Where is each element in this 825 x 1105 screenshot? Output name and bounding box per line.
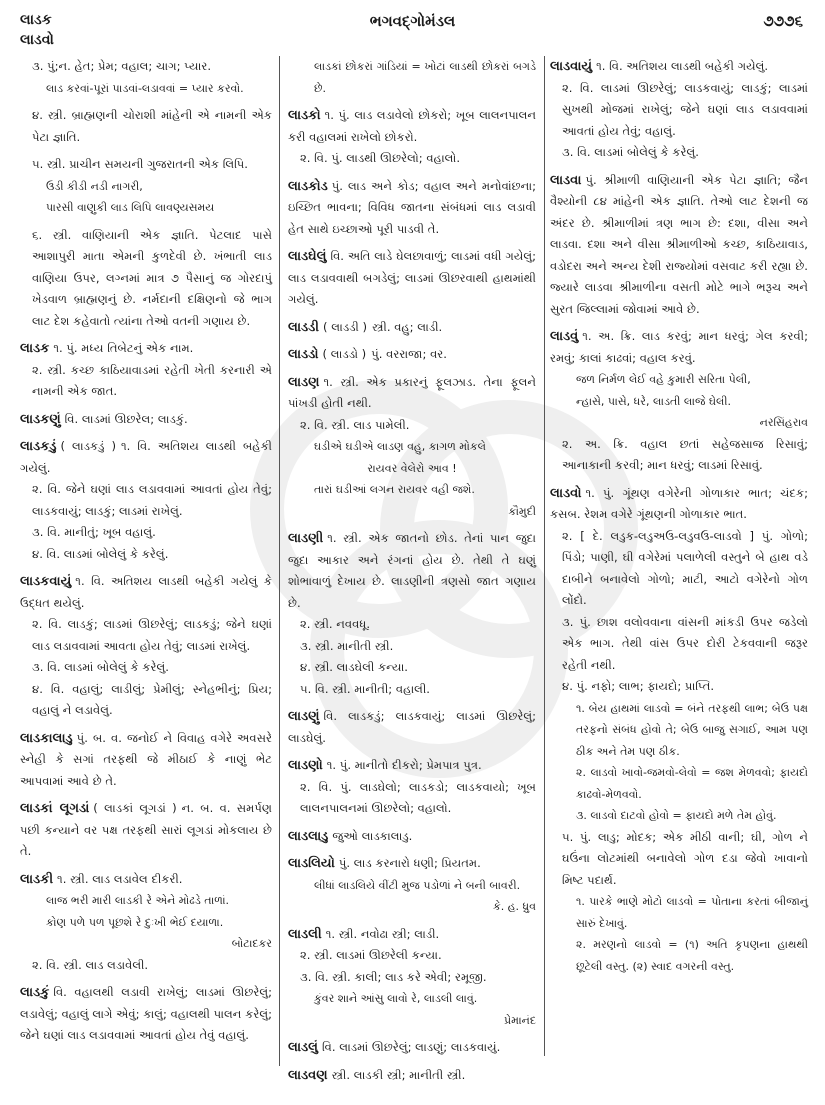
headword: લાડણી	[288, 531, 324, 546]
dictionary-entry	[20, 338, 272, 403]
headword: લાડકોડ	[288, 178, 328, 194]
sense-definition: વિ. લાડમાં ઊછરેલું; લાડણું; લાડકવાયું.	[321, 1040, 501, 1054]
headword: લાડલિયો	[288, 856, 335, 871]
headword: લાડવો	[550, 485, 582, 501]
headword: લાડડો	[288, 347, 319, 362]
variant-spelling: ( લાડકડું )	[60, 439, 116, 453]
sense-definition: ૫. સ્ત્રી. પ્રાચીન સમયની ગુજરાતની એક લિપિ.	[32, 157, 248, 171]
headword: લાડકાં લૂગડાં	[20, 801, 90, 816]
column-left	[20, 56, 272, 1053]
sense-definition: ૧. પું. મધ્ય તિબેટનું એક નામ.	[53, 341, 194, 355]
guide-word-last: લાડવો	[20, 32, 54, 48]
headword: લાડવણ	[288, 1067, 328, 1083]
guide-word-first: લાડક	[20, 12, 52, 28]
dictionary-title: ભગવદ્ગોમંડલ	[369, 12, 456, 30]
sense-definition: પું. શ્રીમાળી વાણિયાની એક પેટા જ્ઞાતિ; જૈન વૈશ્યોની ૮૪ માંહેની એક જ્ઞાતિ. તેઓ લાટ દેશની જ અંદર છે. શ્રીમાળીમાં ત્રણ ભાગ છે: દશા, વીસા અને લાડવા. દશા અને વીસા શ્રીમાળીઓ કચ્છ, કાઠિયાવાડ, વડોદરા અને અન્ય દેશી રાજ્યોમાં વસવાટ કરી રહ્યા છે. જ્યારે લાડવા શ્રીમાળીના વસતી મોટે ભાગે ભરૂચ અને સુરત જિલ્લામાં જોવામાં આવે છે.	[550, 172, 808, 316]
quotation: ૨. મરણનો લાડવો = (૧) અતિ કૃપણના હાથથી છૂટેલી વસ્તુ. (૨) સ્વાદ વગરની વસ્તુ.	[576, 938, 808, 973]
sense-definition: પું. લાડ અને કોડ; વહાલ અને મનોવાંછના; ઇચ્છિત ભાવના; વિવિધ જાતના સંબંધમાં લાડ લડાવી હેત સાથે ઇચ્છાઓ પૂરી પાડવી તે.	[288, 178, 536, 236]
sense-definition: ૨. [ દે. લડુક-લડુઅઉ-લડુવઉ-લાડવો ] પું. ગોળો; પિંડો; પાણી, ઘી વગેરેમાં પલાળેલી વસ્તુને બે હાથ વડે દાબીને બનાવેલો ગોળો; માટી, આટો વગેરેનો ગોળ લોંદો.	[562, 528, 808, 607]
sense-definition: પું. બ. વ. જનોઈ ને વિવાહ વગેરે અવસરે સ્નેહી કે સગાં તરફથી જે મીઠાઈ કે નાણું ભેટ આપવામાં આવે છે તે.	[20, 730, 272, 788]
headword: લાડવા	[550, 172, 582, 188]
sense-definition: ૨. અ. ક્રિ. વહાલ છતાં સહેજસાજ રિસાવું; આનાકાની કરવી; માન ધરવું; લાડમાં રિસાવું.	[562, 436, 808, 472]
sense-definition: ૪. સ્ત્રી. બ્રાહ્મણની ચોરાશી માંહેની એ નામની એક પેટા જ્ઞાતિ.	[32, 108, 272, 144]
sense-definition: ૨. વિ. પું. લાડથી ઊછરેલો; વહાલો.	[300, 151, 461, 165]
dictionary-entry	[288, 344, 536, 366]
variant-spelling: ( લાડકાં લૂગડાં )	[93, 801, 177, 815]
sense-definition: ૨. વિ. સ્ત્રી. લાડ પામેલી.	[300, 417, 410, 432]
sense-definition: ૩. પું;ન. હેત; પ્રેમ; વહાલ; ચાગ; પ્યાર.	[32, 59, 212, 73]
sense-definition: ૨. સ્ત્રી. નવવધૂ.	[300, 617, 371, 631]
sense-definition: ૩. સ્ત્રી. માનીતી સ્ત્રી.	[300, 638, 394, 653]
quotation: લાજ ભરી મારી લાડકી રે એને મોઢડે તાળાં.	[46, 894, 230, 907]
dictionary-entry	[20, 154, 272, 219]
sense-definition: વિ. અતિ લાડે ઘેલછાવાળું; લાડમાં વધી ગયેલું; લાડ લડાવવાથી બગડેલું; લાડમાં ઊછરવાથી હાથમાંથી ગયેલું.	[288, 249, 536, 306]
page-number: ૭૭૭૬	[763, 12, 803, 30]
sense-definition: ૩. પું. છાશ વલોવવાના વાંસની માંકડી ઉપર જડેલો એક ભાગ. તેથી વાંસ ઉપર દોરી ટેકવવાની જરૂર રહેતી નથી.	[562, 614, 808, 672]
dictionary-entry	[20, 409, 272, 431]
headword: લાડલી	[288, 926, 322, 942]
quotation-author: નરસિંહરાવ	[759, 416, 808, 429]
dictionary-entry	[288, 1065, 536, 1087]
page-header	[0, 0, 825, 50]
sense-definition: ન. બ. વ. સમર્પણ પછી કન્યાને વર પક્ષ તરફથી સારાં લૂગડાં મોકલાય છે તે.	[20, 801, 272, 858]
sense-definition: સ્ત્રી. લાડકી સ્ત્રી; માનીતી સ્ત્રી.	[331, 1067, 466, 1082]
quotation: ઘડીએ ઘડીએ લાડણ વહુ, કાગળ મોકલે	[314, 440, 486, 453]
headword: લાડણો	[288, 758, 323, 773]
column-middle	[288, 56, 536, 1092]
variant-spelling: ( લાડડો )	[322, 347, 367, 361]
quotation: કોણ પળે પળ પૂછશે રે દુઃખી ભેઈ દયાળા.	[46, 915, 224, 929]
dictionary-entry	[288, 706, 536, 749]
dictionary-entry	[288, 317, 536, 339]
dictionary-entry	[20, 869, 272, 977]
dictionary-entry	[550, 56, 808, 164]
sense-definition: સ્ત્રી. વહુ; લાડી.	[372, 319, 443, 334]
sense-definition: ૨. વિ. લાડમાં ઊછરેલું; લાડકવાયું; લાડકું; લાડમાં સુખથી મોજમાં રાખેલું; જેને ઘણાં લાડ લડાવવામાં આવતાં હોય તેવું; વહાલું.	[562, 80, 808, 138]
dictionary-entry	[20, 225, 272, 333]
sense-definition: ૧. સ્ત્રી. એક પ્રકારનું ફૂલઝાડ. તેના ફૂલને પાંખડી હોતી નથી.	[288, 374, 536, 410]
quotation: ૧. બેય હાથમાં લાડવો = બંને તરફથી લાભ; બેઉ પક્ષ તરફનો સંબંધ હોવો તે; બેઉ બાજુ સગાઈ, આમ પણ ઠીક અને તેમ પણ ઠીક.	[576, 701, 808, 758]
quotation: રાયવર વેલેરો આવ !	[367, 461, 457, 475]
dictionary-entry	[288, 372, 536, 523]
quotation-author: પ્રેમાનંદ	[504, 1013, 536, 1027]
headword: લાડલાડુ	[288, 828, 329, 844]
sense-definition: ૬. સ્ત્રી. વાણિયાની એક જ્ઞાતિ. પેટલાદ પાસે આશાપુરી માતા એમની કુળદેવી છે. ખંભાતી લાડ વાણિયા ઉપર, લગ્નમાં માત્ર ૭ પૈસાનું જ ગોરદાપું ખેડવાળ બ્રાહ્મણનું છે. નર્મદાની દક્ષિણનો જે ભાગ લાટ દેશ કહેવાતો ત્યાંના તેઓ વતની ગણાય છે.	[32, 227, 272, 328]
headword: લાડક	[20, 341, 50, 356]
sense-definition: પું. લાડ કરનારો ધણી; પ્રિયતમ.	[338, 856, 481, 870]
dictionary-entry	[288, 755, 536, 820]
quotation: પારસી વાણુકી લાડ લિપિ લાવણ્યસમય	[46, 201, 215, 214]
sense-definition: ૫. પું. લાડુ; મોદક; એક મીઠી વાની; ઘી, ગોળ ને ઘઉંના લોટમાંથી બનાવેલો ગોળ દડા જેવો ખાવાનો મિષ્ટ પદાર્થ.	[562, 829, 808, 887]
dictionary-entry	[20, 798, 272, 863]
sense-definition: ૧. સ્ત્રી. નવોઢા સ્ત્રી; લાડી.	[325, 926, 440, 941]
sense-definition: ૨. વિ. લાડકું; લાડમાં ઊછરેલું; લાડકડું; જેને ઘણાં લાડ લડાવવામાં આવતા હોય તેવું; લાડમાં રાખેલું.	[32, 617, 272, 653]
sense-definition: વિ. લાડમાં ઊછરેલ; લાડકું.	[64, 411, 188, 426]
headword: લાડકી	[20, 871, 54, 887]
sense-definition: ૩. વિ. લાડમાં બોલેલું કે કરેલું.	[562, 145, 699, 159]
dictionary-entry	[288, 924, 536, 1032]
sense-definition: ૨. સ્ત્રી. કચ્છ કાઠિયાવાડમાં રહેતી ખેતી કરનારી એ નામની એક જાત.	[32, 362, 272, 398]
sense-definition: ૨. સ્ત્રી. લાડમાં ઊછરેલી કન્યા.	[300, 948, 442, 962]
dictionary-entry	[288, 826, 536, 848]
quotation: લાડ કરવાં-પૂરાં પાડવાં-લડાવવાં = પ્યાર કરવો.	[46, 81, 244, 95]
headword: લાડકું	[20, 985, 50, 1000]
column-divider	[279, 56, 280, 1066]
headword: લાડકડું	[20, 439, 57, 454]
sense-definition: વિ. વહાલથી લડાવી રાખેલું; લાડમાં ઊછરેલું; લડાવેલું; વહાલું લાગે એવું; કાલું; વહાલથી પાલન કરેલું; જેને ઘણાં લાડ લડાવવામાં આવતાં હોય તેવું વહાલું.	[20, 985, 272, 1042]
dictionary-entry	[288, 853, 536, 918]
dictionary-entry	[20, 436, 272, 565]
sense-definition: ૧. પું. ગૂંથણ વગેરેની ગોળાકાર ભાત; ચંદક; કસબ. રેશમ વગેરે ગૂંથણની ગોળાકાર ભાત.	[550, 485, 808, 521]
sense-definition: ૧. પું. લાડ લડાવેલો છોકરો; ખૂબ લાલનપાલન કરી વહાલમાં રાખેલો છોકરો.	[288, 108, 536, 144]
sense-definition: ૧. વિ. અતિશય લાડથી બહેકી ગયેલું.	[596, 59, 769, 73]
headword: લાડકાલાડુ	[20, 730, 73, 746]
sense-definition: ૧. વિ. અતિશય લાડથી બહેકી ગયેલું.	[20, 439, 272, 475]
dictionary-entry	[550, 483, 808, 978]
sense-definition: ૪. વિ. વહાલું; લાડીલું; પ્રેમીલું; સ્નેહભીનું; પ્રિય; વહાલું ને લડાવેલું.	[32, 681, 272, 717]
headword: લાડણું	[288, 709, 320, 724]
headword: લાડણ	[288, 374, 320, 390]
dictionary-entry	[20, 571, 272, 722]
sense-definition: જુઓ લાડકાલાડુ.	[332, 828, 413, 843]
quotation: કુંવર શાને આંસુ લાવો રે, લાડલી લાવું.	[314, 992, 478, 1005]
sense-definition: ૧. વિ. અતિશય લાડથી બહેકી ગયેલું કે ઉદ્ધત થયેલું.	[20, 574, 272, 610]
sense-definition: ૩. વિ. લાડમાં બોલેલું કે કરેલું.	[32, 660, 169, 674]
dictionary-entry	[288, 105, 536, 170]
sense-definition: ૨. વિ. પું. લાડઘેલો; લાડકડો; લાડકવાયો; ખૂબ લાલનપાલનમાં ઊછરેલો; વહાલો.	[300, 779, 536, 815]
quotation-author: કૌમુદી	[508, 504, 536, 518]
sense-definition: ૧. પું. માનીતો દીકરો; પ્રેમપાત્ર પુત્ર.	[326, 758, 482, 772]
dictionary-entry	[288, 176, 536, 241]
sense-definition: ૪. પું. નફો; લાભ; ફાયદો; પ્રાપ્તિ.	[562, 679, 715, 693]
headword: લાડલું	[288, 1040, 318, 1055]
dictionary-entry	[20, 105, 272, 148]
sense-definition: ૧. સ્ત્રી. એક જાતનો છોડ. તેનાં પાન જુદા જુદા આકાર અને રંગનાં હોય છે. તેથી તે ઘણું શોભાવાળું દેખાય છે. લાડણીની ત્રણસો જાત ગણાય છે.	[288, 531, 536, 610]
quotation: ૧. પારકે ભાણે મોટો લાડવો = પોતાના કરતાં બીજાનું સારું દેખાવું.	[576, 895, 808, 930]
quotation: લાડકાં છોકરાં ગાંડિયાં = ખોટાં લાડથી છોકરાં બગડે છે.	[314, 60, 536, 95]
quotation: જળ નિર્મળ લેઈ વહે કુમારી સરિતા પેલી,	[576, 373, 751, 386]
dictionary-entry	[20, 982, 272, 1047]
quotation: ન્હાસે, પાસે, ધરે, લાડતી લાજે ઘેલી.	[576, 394, 731, 408]
sense-definition: ૩. વિ. સ્ત્રી. કાલી; લાડ કરે એવી; રમૂજી.	[300, 969, 487, 984]
sense-definition: ૧. અ. ક્રિ. લાડ કરવું; માન ધરવું; ગેલ કરવી; રમવું; કાલાં કાઢવાં; વહાલ કરવું.	[550, 329, 808, 365]
quotation: ૩. લાડવો દાટવો હોવો = ફાયદો મળે તેમ હોવું.	[576, 809, 777, 822]
headword: લાડઘેલું	[288, 249, 327, 264]
dictionary-entry	[20, 56, 272, 99]
dictionary-entry	[288, 528, 536, 700]
column-divider	[544, 56, 545, 1056]
quotation-author: કે. હ. ધ્રુવ	[492, 900, 536, 913]
dictionary-entry	[20, 728, 272, 793]
sense-definition: ૩. વિ. માનીતું; ખૂબ વહાલું.	[32, 525, 156, 539]
dictionary-entry	[288, 246, 536, 311]
headword: લાડવું	[550, 329, 579, 344]
sense-definition: ૫. વિ. સ્ત્રી. માનીતી; વહાલી.	[300, 681, 430, 696]
dictionary-entry	[550, 170, 808, 321]
quotation: ઉડી કીડી નડી નાગરી,	[46, 179, 143, 193]
sense-definition: ૧. સ્ત્રી. લાડ લડાવેલ દીકરી.	[57, 871, 183, 886]
dictionary-entry	[550, 326, 808, 477]
column-right	[550, 56, 808, 983]
sense-definition: વિ. લાડકડું; લાડકવાયું; લાડમાં ઊછરેલું; લાડઘેલું.	[288, 709, 536, 745]
dictionary-entry	[288, 1037, 536, 1059]
quotation: ૨. લાડવો ખાવો-જમવો-લેવો = જશ મેળવવો; ફાયદો કાઢવો-મેળવવો.	[576, 766, 808, 801]
sense-definition: ૪. સ્ત્રી. લાડઘેલી કન્યા.	[300, 660, 408, 674]
quotation: તારાં ઘડીઆં લગન રાયવર વહી જશે.	[314, 483, 475, 496]
quotation-author: બોટાદકર	[231, 937, 272, 950]
headword: લાડકવાયું	[20, 574, 72, 589]
sense-definition: ૨. વિ. જેને ઘણાં લાડ લડાવવામાં આવતાં હોય તેવું; લાડકવાયું; લાડકું; લાડમાં રાખેલું.	[32, 482, 272, 518]
sense-definition: ૨. વિ. સ્ત્રી. લાડ લડાવેલી.	[32, 957, 149, 972]
dictionary-entry	[288, 56, 536, 99]
sense-definition: ૪. વિ. લાડમાં બોલેલું કે કરેલું.	[32, 546, 169, 561]
headword: લાડવાયું	[550, 59, 593, 74]
headword: લાડકો	[288, 108, 321, 123]
headword: લાડકણું	[20, 411, 61, 427]
headword: લાડડી	[288, 319, 320, 335]
quotation: લીધાં લાડલિયે વીંટી મુજ પડોળાં ને બની બાવરી.	[314, 878, 521, 892]
sense-definition: પું. વરરાજા; વર.	[371, 347, 447, 361]
variant-spelling: ( લાડડી )	[323, 319, 368, 334]
